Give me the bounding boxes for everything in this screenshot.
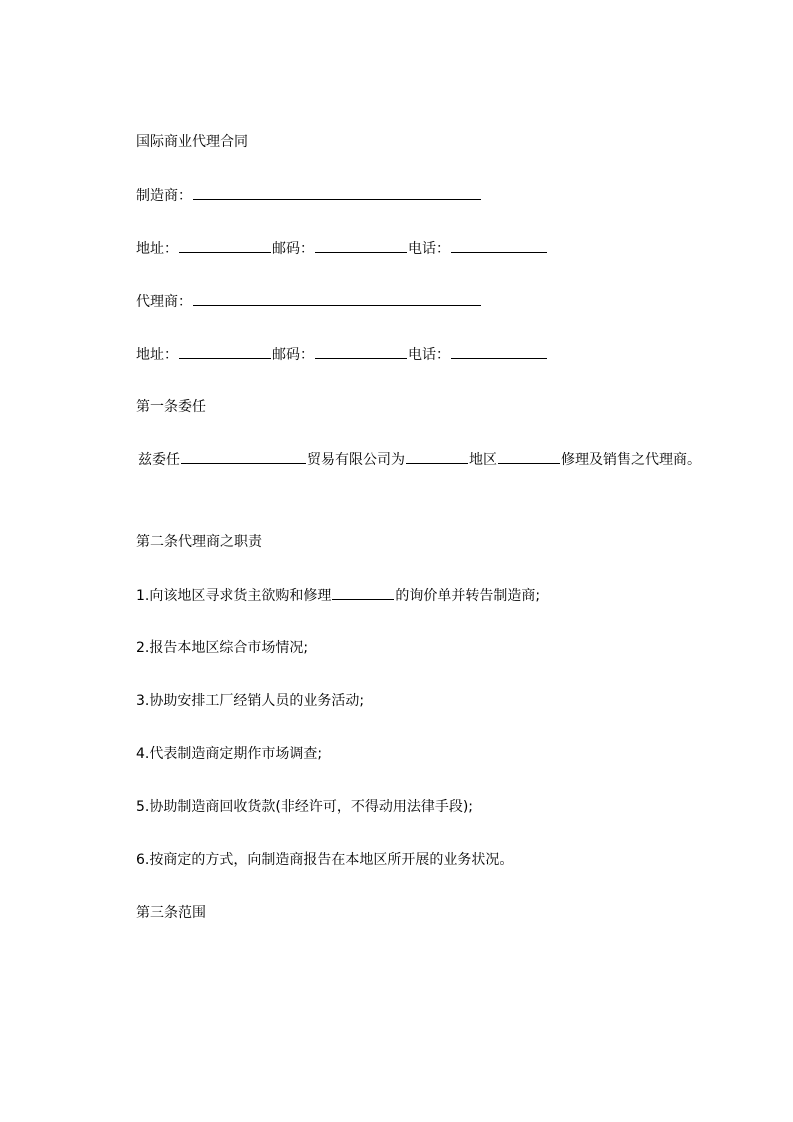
agent-phone-label: 电话： <box>408 347 450 363</box>
manufacturer-line <box>136 185 482 206</box>
article1-paragraph <box>106 446 706 474</box>
article2-item5-text: 5.协助制造商回收货款(非经许可，不得动用法律手段); <box>136 799 473 815</box>
article2-item1 <box>136 585 540 606</box>
manufacturer-address-blank[interactable] <box>179 238 271 253</box>
article2-item6-text: 6.按商定的方式，向制造商报告在本地区所开展的业务状况。 <box>136 852 514 868</box>
article2-item3 <box>136 691 364 711</box>
manufacturer-address-label: 地址： <box>136 241 178 257</box>
agent-address-label: 地址： <box>136 347 178 363</box>
article2-item1-part1: 1.向该地区寻求货主欲购和修理 <box>136 588 332 604</box>
article2-item6 <box>136 850 513 870</box>
agent-phone-blank[interactable] <box>451 344 547 359</box>
article2-item4 <box>136 744 322 764</box>
article2-item4-text: 4.代表制造商定期作市场调查; <box>136 746 323 762</box>
article1-part1: 兹委任 <box>138 452 180 468</box>
manufacturer-label: 制造商： <box>136 188 192 204</box>
agent-label: 代理商： <box>136 294 192 310</box>
agent-address-line <box>136 344 548 365</box>
article2-item2 <box>136 638 308 658</box>
title-text: 国际商业代理合同 <box>136 134 248 150</box>
manufacturer-phone-label: 电话： <box>408 241 450 257</box>
agent-address-blank[interactable] <box>179 344 271 359</box>
article2-item3-text: 3.协助安排工厂经销人员的业务活动; <box>136 693 365 709</box>
article2-item5 <box>136 797 473 817</box>
article1-product-blank[interactable] <box>498 449 560 464</box>
manufacturer-blank[interactable] <box>193 185 481 200</box>
article1-part2: 贸易有限公司为 <box>307 452 405 468</box>
article2-item1-part2: 的询价单并转告制造商; <box>395 588 541 604</box>
article2-item2-text: 2.报告本地区综合市场情况; <box>136 640 309 656</box>
article3-heading <box>136 903 206 923</box>
manufacturer-postcode-blank[interactable] <box>315 238 407 253</box>
manufacturer-address-line <box>136 238 548 259</box>
agent-postcode-label: 邮码： <box>272 347 314 363</box>
manufacturer-phone-blank[interactable] <box>451 238 547 253</box>
agent-postcode-blank[interactable] <box>315 344 407 359</box>
agent-blank[interactable] <box>193 291 481 306</box>
article1-heading <box>136 397 206 417</box>
article2-heading-text: 第二条代理商之职责 <box>136 534 262 550</box>
agent-line <box>136 291 482 312</box>
article1-heading-text: 第一条委任 <box>136 399 206 415</box>
article1-region-blank[interactable] <box>406 449 468 464</box>
article1-part4: 修理及销售之代理商。 <box>561 452 701 468</box>
article2-heading <box>136 532 262 552</box>
document-title <box>136 132 248 152</box>
manufacturer-postcode-label: 邮码： <box>272 241 314 257</box>
article2-item1-blank[interactable] <box>332 585 394 600</box>
article3-heading-text: 第三条范围 <box>136 905 206 921</box>
article1-part3: 地区 <box>469 452 497 468</box>
article1-company-blank[interactable] <box>181 449 306 464</box>
